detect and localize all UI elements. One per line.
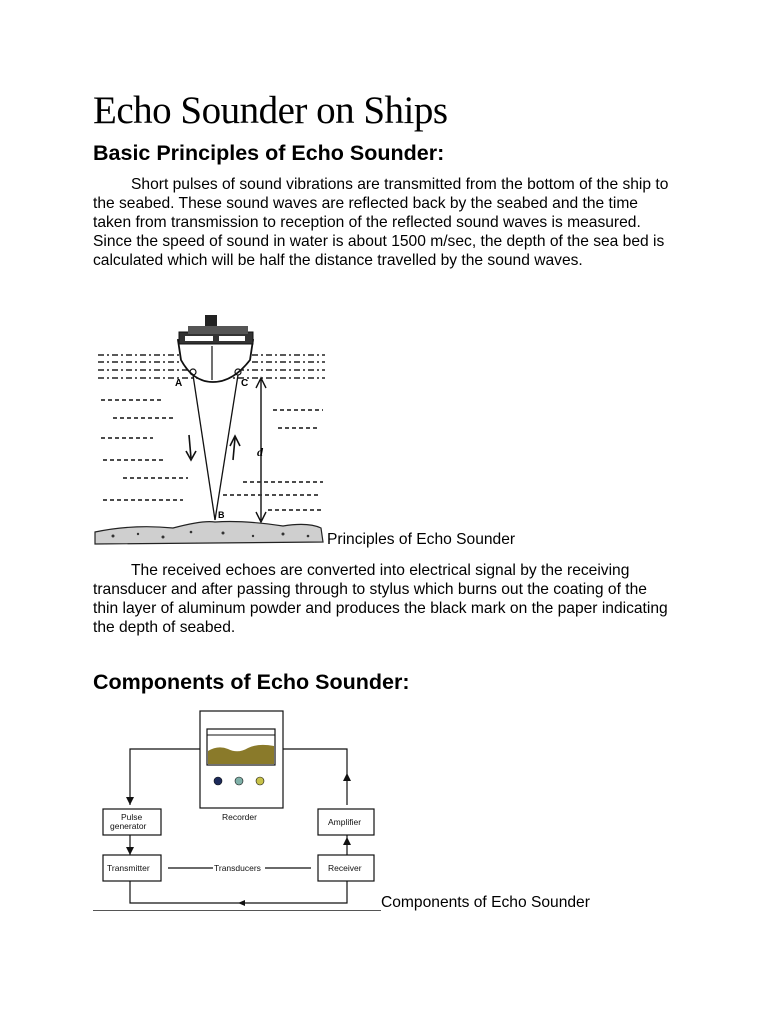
pulse-generator-label-line2: generator [110, 821, 147, 831]
section-heading-components: Components of Echo Sounder: [93, 670, 410, 694]
figure-caption-components: Components of Echo Sounder [381, 894, 590, 911]
section-heading-principles: Basic Principles of Echo Sounder: [93, 141, 445, 165]
ship-icon [178, 315, 253, 382]
recorder-knob-3 [256, 777, 264, 785]
echo-sounder-components-diagram [93, 705, 383, 917]
page-title: Echo Sounder on Ships [93, 89, 448, 132]
figure-label-d: d [257, 445, 263, 459]
recorder-label: Recorder [222, 812, 257, 822]
figure-label-c: C [241, 378, 249, 389]
figure-caption-principles: Principles of Echo Sounder [327, 531, 516, 548]
seabed-shape [95, 522, 323, 545]
echo-sounder-principle-figure [93, 310, 328, 550]
water-texture [101, 400, 323, 510]
paragraph-echoes: The received echoes are converted into electrical signal by the receiving transducer and after passing through to stylus which burns out the coating of the thin layer of aluminum powder and produces the black mark on the paper indicating the depth of seabed. [93, 562, 668, 636]
receiver-label: Receiver [328, 863, 362, 873]
transmitter-label: Transmitter [107, 863, 150, 873]
figure-label-b: B [218, 510, 225, 520]
recorder-knob-2 [235, 777, 243, 785]
down-arrow-icon [186, 435, 196, 460]
figure-label-a: A [175, 378, 183, 389]
figure-underline [93, 910, 381, 911]
flow-arrow-icons [126, 773, 351, 906]
paragraph-principles: Short pulses of sound vibrations are transmitted from the bottom of the ship to the seabed. These sound waves are reflected back by the seabed and the time taken from transmission to reception of the reflected sound waves is measured. Since the speed of sound in water is about 1500 m/sec, the depth of the sea bed is calculated which will be half the distance travelled by the sound waves. [93, 176, 669, 269]
recorder-knob-1 [214, 777, 222, 785]
up-arrow-icon [230, 436, 240, 460]
transducers-label: Transducers [214, 863, 261, 873]
amplifier-label: Amplifier [328, 817, 362, 827]
pulse-generator-label-line1: Pulse [121, 812, 143, 822]
sound-beam-lines [193, 375, 238, 520]
